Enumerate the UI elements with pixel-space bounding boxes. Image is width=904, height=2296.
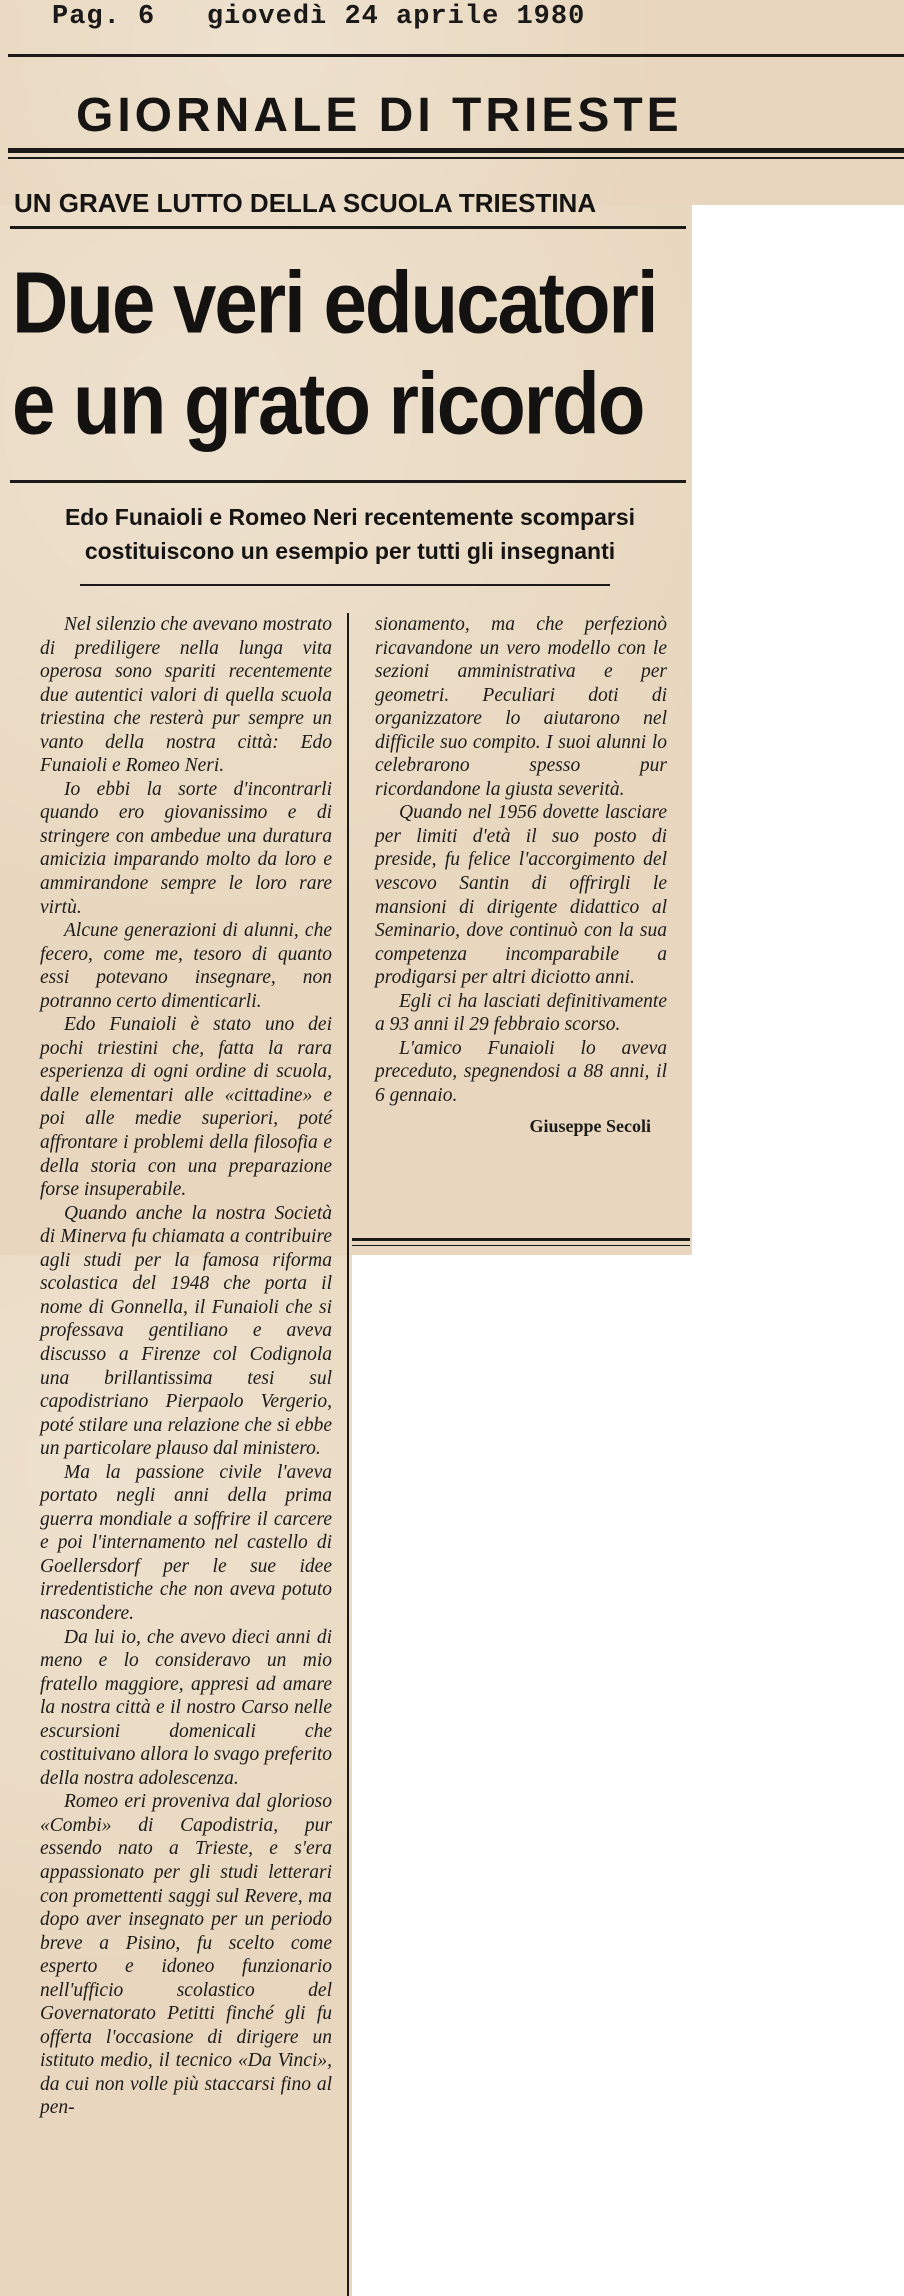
column-divider	[347, 613, 349, 2296]
headline-line-2: e un grato ricordo	[12, 353, 644, 453]
headline	[12, 252, 692, 454]
dateline: Pag. 6 giovedì 24 aprile 1980	[52, 2, 586, 32]
end-rule-thick	[352, 1238, 690, 1241]
article-paragraph: Io ebbi la sorte d'incontrarli quando ero giovanissimo e di stringere con ambedue una duratura amicizia imparando molto da loro e ammirandone sempre le loro rare virtù.	[40, 778, 332, 918]
subhead	[12, 500, 688, 568]
article-paragraph: L'amico Funaioli lo aveva preceduto, spegnendosi a 88 anni, il 6 gennaio.	[375, 1037, 667, 1106]
author-signature: Giuseppe Secoli	[529, 1116, 651, 1137]
masthead-rule-thick	[8, 148, 904, 153]
kicker-rule	[10, 226, 686, 229]
article-paragraph: Ma la passione civile l'aveva portato negli anni della prima guerra mondiale a soffrire il carcere e poi l'internamento nel castello di Goellersdorf per le sue idee irredentistiche che non aveva potuto nascondere.	[40, 1461, 332, 1624]
article-paragraph: Egli ci ha lasciati definitivamente a 93 anni il 29 febbraio scorso.	[375, 990, 667, 1036]
article-paragraph: Quando nel 1956 dovette lasciare per limiti d'età il suo posto di preside, fu felice l'accorgimento del vescovo Santin di offrirgli le mansioni di dirigente didattico al Seminario, dove continuò con la sua competenza incomparabile a prodigarsi per altri diciotto anni.	[375, 802, 667, 989]
article-column-right	[375, 613, 667, 1139]
article-paragraph: Edo Funaioli è stato uno dei pochi triestini che, fatta la rara esperienza di ogni ordine di scuola, dalle elementari alle «cittadine» e poi alle medie superiori, poté affrontare i problemi della filosofia e della storia con una preparazione forse insuperabile.	[40, 1014, 332, 1201]
subhead-line-2: costituiscono un esempio per tutti gli insegnanti	[84, 538, 616, 564]
headline-line-1: Due veri educatori	[12, 253, 657, 352]
headline-rule	[10, 480, 686, 483]
masthead: GIORNALE DI TRIESTE	[76, 89, 683, 142]
article-paragraph: Alcune generazioni di alunni, che fecero, come me, tesoro di quanto essi potevano insegnare, non potranno certo dimenticarli.	[40, 920, 332, 1012]
kicker: UN GRAVE LUTTO DELLA SCUOLA TRIESTINA	[14, 188, 597, 218]
masthead-rule-thin	[8, 157, 904, 159]
article-paragraph: sionamento, ma che perfezionò ricavandone un vero modello con le sezioni amministrativa e per geometri. Peculiari doti di organizzatore lo aiutarono nel difficile suo compito. I suoi alunni lo celebrarono spesso pur ricordandone la giusta severità.	[375, 614, 667, 800]
article-paragraph: Quando anche la nostra Società di Minerva fu chiamata a contribuire agli studi per la famosa riforma scolastica del 1948 che porta il nome di Gonnella, il Funaioli che si professava gentiliano e aveva discusso a Firenze col Codignola una brillantissima tesi sul capodistriano Pierpaolo Vergerio, poté stilare una relazione che si ebbe un particolare plauso dal ministero.	[40, 1202, 332, 1460]
article-column-left	[40, 613, 332, 2120]
end-rule-thin	[352, 1245, 690, 1246]
article-paragraph: Romeo eri proveniva dal glorioso «Combi» di Capodistria, pur essendo nato a Trieste, e s'era appassionato per gli studi letterari con promettenti saggi sul Revere, ma dopo aver insegnato per un periodo breve a Pisino, fu scelto come esperto e idoneo funzionario nell'ufficio scolastico del Governatorato Petitti finché gli fu offerta l'occasione di dirigere un istituto medio, il tecnico «Da Vinci», da cui non volle più staccarsi fino al pen-	[40, 1791, 332, 2119]
subhead-rule	[80, 584, 610, 586]
dateline-rule	[8, 54, 904, 57]
subhead-line-1: Edo Funaioli e Romeo Neri recentemente scomparsi	[64, 504, 636, 530]
article-paragraph: Nel silenzio che avevano mostrato di prediligere nella lunga vita operosa sono spariti recentemente due autentici valori di quella scuola triestina che resterà pur sempre un vanto della nostra città: Edo Funaioli e Romeo Neri.	[40, 614, 332, 777]
article-paragraph: Da lui io, che avevo dieci anni di meno e lo consideravo un mio fratello maggiore, appresi ad amare la nostra città e il nostro Carso nelle escursioni domenicali che costituivano allora lo svago preferito della nostra adolescenza.	[40, 1626, 332, 1789]
